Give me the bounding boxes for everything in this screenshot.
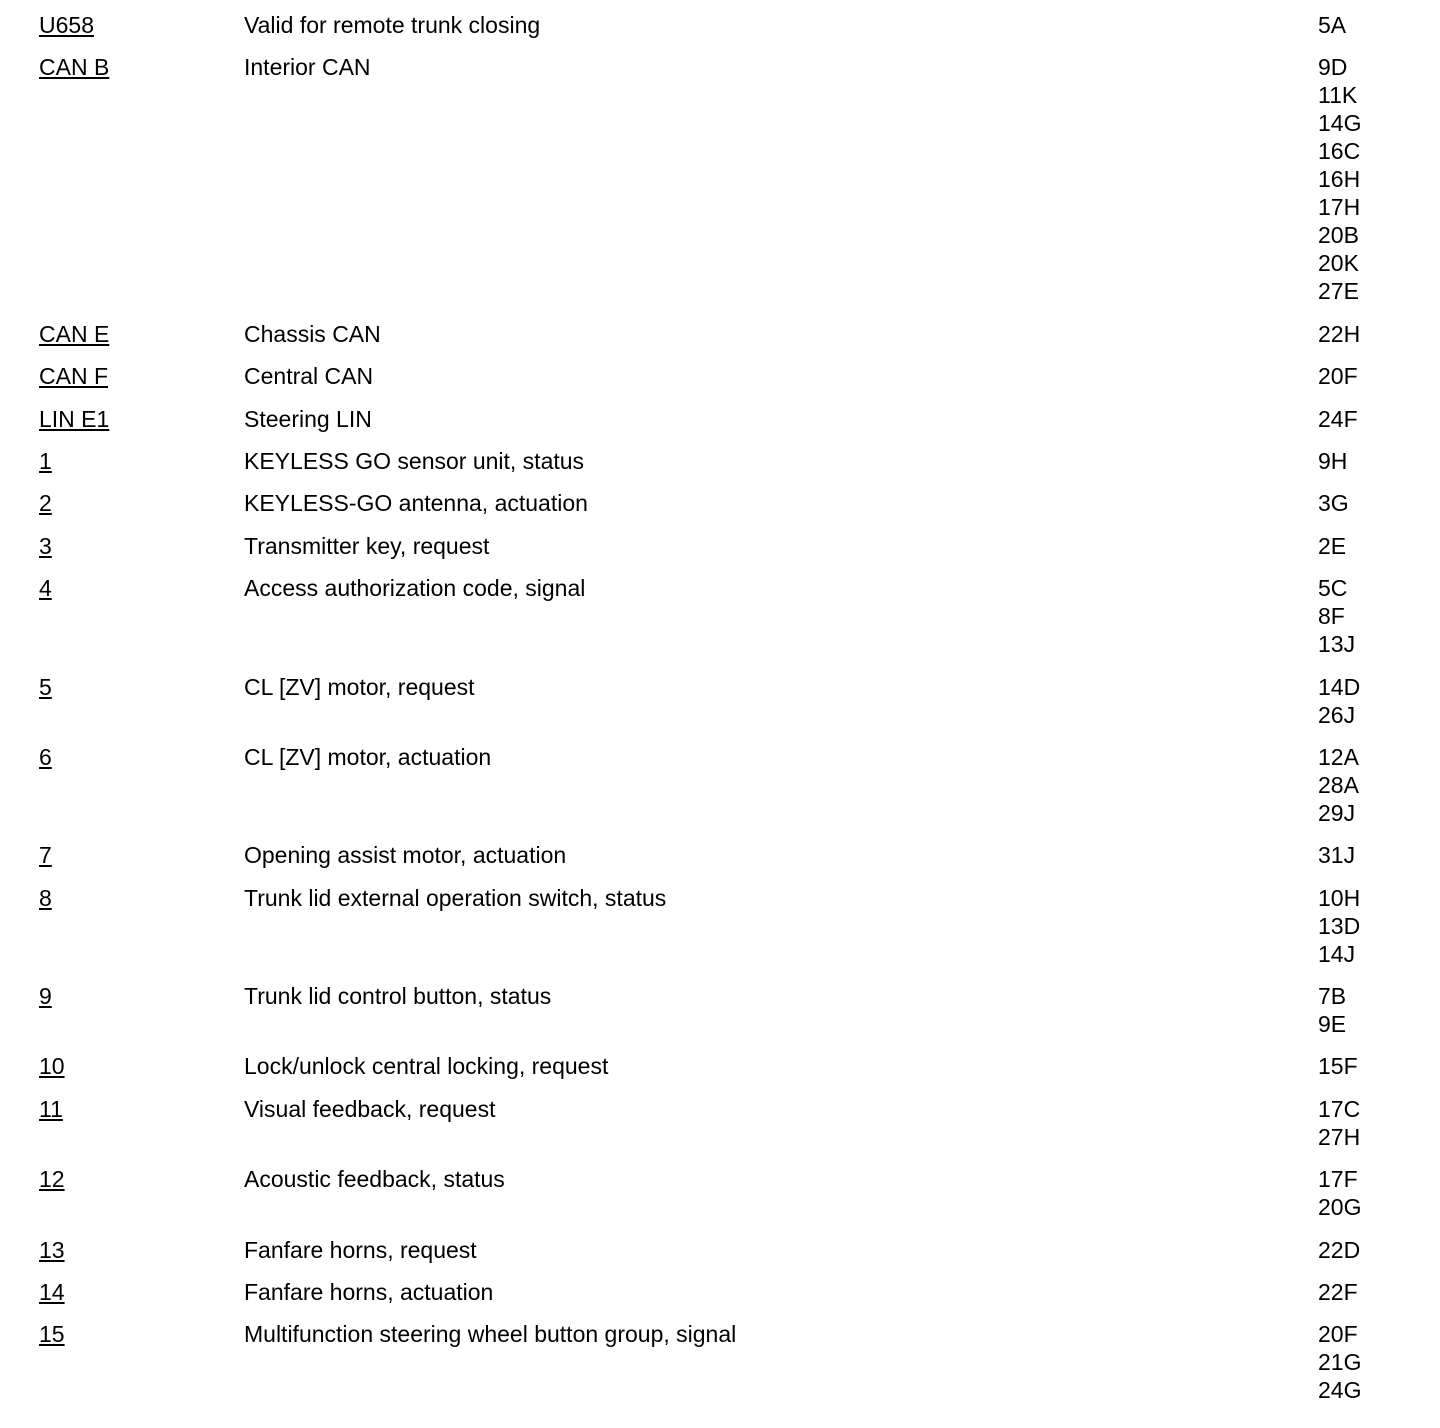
signal-code-link[interactable]: 2 xyxy=(39,490,52,517)
signal-description: Trunk lid external operation switch, status xyxy=(244,884,667,911)
signal-code-link[interactable]: CAN F xyxy=(39,363,108,390)
grid-reference-list xyxy=(1318,743,1440,827)
signal-description: Fanfare horns, request xyxy=(244,1236,477,1263)
grid-reference: 12A xyxy=(1318,743,1359,770)
signal-code-cell xyxy=(0,1052,244,1080)
grid-reference: 29J xyxy=(1318,799,1356,826)
grid-reference: 20F xyxy=(1318,363,1358,390)
signal-code-link[interactable]: 8 xyxy=(39,884,52,911)
signal-code-cell xyxy=(0,53,244,81)
grid-reference: 20F xyxy=(1318,1321,1358,1348)
grid-reference-list xyxy=(1318,1320,1440,1404)
legend-row xyxy=(0,1278,1440,1306)
signal-description: Valid for remote trunk closing xyxy=(244,12,541,38)
signal-description: Central CAN xyxy=(244,363,374,390)
grid-reference: 26J xyxy=(1318,701,1356,728)
grid-reference-list xyxy=(1318,1095,1440,1151)
signal-code-cell xyxy=(0,982,244,1010)
grid-reference: 5A xyxy=(1318,12,1347,38)
grid-reference-list xyxy=(1318,489,1440,517)
signal-code-cell xyxy=(0,447,244,475)
legend-row xyxy=(0,1095,1440,1151)
grid-reference: 22H xyxy=(1318,320,1361,347)
legend-row xyxy=(0,1165,1440,1221)
grid-reference: 3G xyxy=(1318,490,1349,517)
legend-row xyxy=(0,320,1440,348)
signal-code-link[interactable]: 10 xyxy=(39,1053,65,1080)
grid-reference: 17F xyxy=(1318,1166,1358,1193)
grid-reference-list xyxy=(1318,362,1440,390)
legend-row xyxy=(0,574,1440,658)
grid-reference: 20K xyxy=(1318,250,1359,277)
signal-code-link[interactable]: 5 xyxy=(39,673,52,700)
signal-code-link[interactable]: 13 xyxy=(39,1236,65,1263)
signal-code-link[interactable]: 11 xyxy=(39,1095,63,1122)
signal-description: KEYLESS-GO antenna, actuation xyxy=(244,490,588,517)
signal-code-link[interactable]: 14 xyxy=(39,1279,65,1306)
grid-reference: 9H xyxy=(1318,447,1348,474)
grid-reference-list xyxy=(1318,574,1440,658)
grid-reference: 10H xyxy=(1318,884,1361,911)
signal-code-cell xyxy=(0,1165,244,1193)
signal-description: Opening assist motor, actuation xyxy=(244,842,567,869)
signal-code-cell xyxy=(0,673,244,701)
grid-reference-list xyxy=(1318,982,1440,1038)
signal-code-link[interactable]: 3 xyxy=(39,532,52,559)
signal-description: Visual feedback, request xyxy=(244,1095,496,1122)
legend-row xyxy=(0,884,1440,968)
grid-reference: 14G xyxy=(1318,110,1362,137)
signal-code-cell xyxy=(0,1095,244,1123)
signal-code-link[interactable]: LIN E1 xyxy=(39,405,110,432)
grid-reference-list xyxy=(1318,53,1440,305)
grid-reference: 22D xyxy=(1318,1236,1361,1263)
grid-reference: 22F xyxy=(1318,1279,1358,1306)
grid-reference: 31J xyxy=(1318,842,1356,869)
legend-row xyxy=(0,673,1440,729)
signal-code-cell xyxy=(0,1236,244,1264)
signal-description: Steering LIN xyxy=(244,405,372,432)
signal-code-cell xyxy=(0,841,244,869)
signal-description: CL [ZV] motor, request xyxy=(244,673,475,700)
signal-code-link[interactable]: CAN B xyxy=(39,54,110,81)
legend-row xyxy=(0,1052,1440,1080)
signal-description: Trunk lid control button, status xyxy=(244,983,552,1010)
grid-reference: 17H xyxy=(1318,194,1361,221)
grid-reference: 24F xyxy=(1318,405,1358,432)
signal-description: KEYLESS GO sensor unit, status xyxy=(244,447,585,474)
grid-reference: 9D xyxy=(1318,54,1348,81)
legend-row xyxy=(0,362,1440,390)
signal-code-cell xyxy=(0,1278,244,1306)
grid-reference: 16C xyxy=(1318,138,1361,165)
legend-row xyxy=(0,743,1440,827)
grid-reference-list xyxy=(1318,447,1440,475)
grid-reference-list xyxy=(1318,1165,1440,1221)
grid-reference: 20G xyxy=(1318,1194,1362,1221)
legend-row xyxy=(0,1320,1440,1404)
signal-code-cell xyxy=(0,884,244,912)
signal-code-cell xyxy=(0,11,244,39)
grid-reference-list xyxy=(1318,1278,1440,1306)
signal-legend-table xyxy=(0,11,1440,1419)
signal-description: Chassis CAN xyxy=(244,320,381,347)
signal-description: CL [ZV] motor, actuation xyxy=(244,743,492,770)
signal-description: Access authorization code, signal xyxy=(244,575,586,602)
grid-reference: 13D xyxy=(1318,912,1361,939)
signal-code-link[interactable]: 12 xyxy=(39,1166,65,1193)
grid-reference-list xyxy=(1318,1236,1440,1264)
signal-description: Fanfare horns, actuation xyxy=(244,1279,494,1306)
signal-code-link[interactable]: 9 xyxy=(39,983,52,1010)
grid-reference: 11K xyxy=(1318,82,1358,109)
signal-code-link[interactable]: 1 xyxy=(39,447,52,474)
signal-code-cell xyxy=(0,320,244,348)
grid-reference: 7B xyxy=(1318,983,1347,1010)
signal-code-link[interactable]: 4 xyxy=(39,575,52,602)
grid-reference: 14D xyxy=(1318,673,1361,700)
grid-reference: 5C xyxy=(1318,575,1348,602)
legend-row xyxy=(0,405,1440,433)
grid-reference-list xyxy=(1318,884,1440,968)
signal-code-cell xyxy=(0,574,244,602)
signal-code-cell xyxy=(0,405,244,433)
legend-row xyxy=(0,532,1440,560)
grid-reference: 24G xyxy=(1318,1377,1362,1404)
signal-description: Interior CAN xyxy=(244,54,371,81)
signal-code-link[interactable]: U658 xyxy=(39,12,94,38)
signal-description: Acoustic feedback, status xyxy=(244,1166,505,1193)
legend-row xyxy=(0,53,1440,305)
grid-reference-list xyxy=(1318,532,1440,560)
legend-row xyxy=(0,11,1440,39)
grid-reference: 21G xyxy=(1318,1349,1362,1376)
signal-code-cell xyxy=(0,743,244,771)
signal-code-link[interactable]: 15 xyxy=(39,1321,65,1348)
grid-reference-list xyxy=(1318,11,1440,39)
grid-reference: 27E xyxy=(1318,278,1359,305)
grid-reference: 9E xyxy=(1318,1011,1347,1038)
grid-reference-list xyxy=(1318,405,1440,433)
signal-code-cell xyxy=(0,362,244,390)
grid-reference: 27H xyxy=(1318,1123,1361,1150)
grid-reference-list xyxy=(1318,841,1440,869)
signal-description: Transmitter key, request xyxy=(244,532,490,559)
grid-reference: 20B xyxy=(1318,222,1359,249)
grid-reference: 28A xyxy=(1318,771,1359,798)
legend-row xyxy=(0,489,1440,517)
grid-reference: 17C xyxy=(1318,1095,1361,1122)
grid-reference: 8F xyxy=(1318,603,1345,630)
grid-reference-list xyxy=(1318,320,1440,348)
grid-reference: 14J xyxy=(1318,940,1356,967)
signal-code-link[interactable]: CAN E xyxy=(39,320,110,347)
signal-code-link[interactable]: 7 xyxy=(39,842,52,869)
signal-code-cell xyxy=(0,489,244,517)
legend-row xyxy=(0,447,1440,475)
signal-code-cell xyxy=(0,1320,244,1348)
grid-reference: 15F xyxy=(1318,1053,1358,1080)
signal-code-link[interactable]: 6 xyxy=(39,743,52,770)
grid-reference: 2E xyxy=(1318,532,1347,559)
grid-reference: 13J xyxy=(1318,631,1356,658)
grid-reference-list xyxy=(1318,1052,1440,1080)
legend-row xyxy=(0,982,1440,1038)
legend-row xyxy=(0,1236,1440,1264)
grid-reference-list xyxy=(1318,673,1440,729)
signal-description: Lock/unlock central locking, request xyxy=(244,1053,609,1080)
signal-code-cell xyxy=(0,532,244,560)
signal-description: Multifunction steering wheel button group, signal xyxy=(244,1321,737,1348)
legend-row xyxy=(0,841,1440,869)
grid-reference: 16H xyxy=(1318,166,1361,193)
